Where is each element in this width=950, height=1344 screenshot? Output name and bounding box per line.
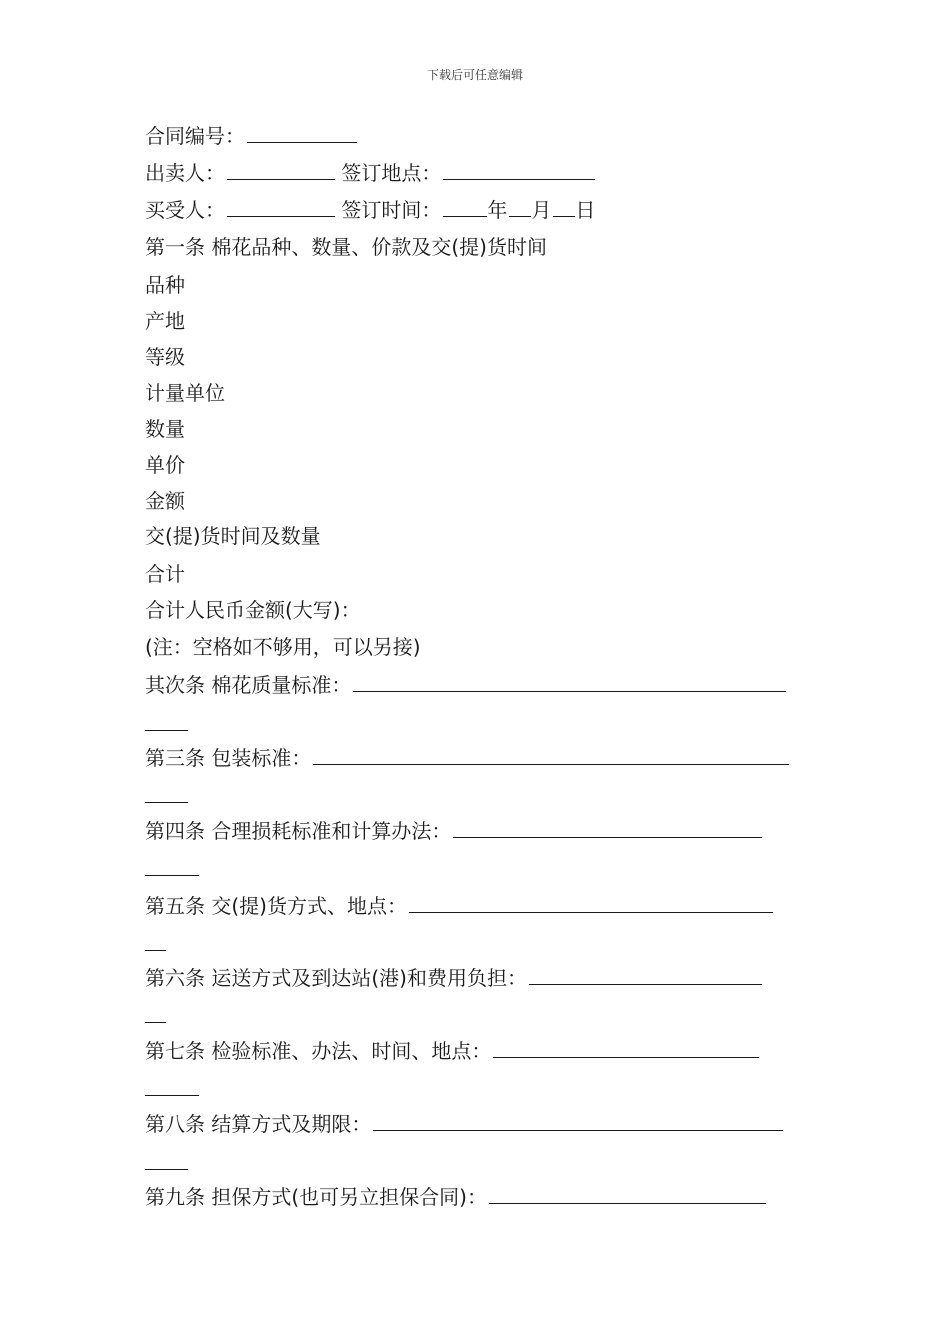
article-1: 第一条 棉花品种、数量、价款及交(提)货时间 [145, 235, 547, 259]
item-grade: 等级 [145, 345, 185, 369]
contract-number-blank [247, 123, 357, 143]
item-amount: 金额 [145, 489, 185, 513]
seller-blank [227, 160, 335, 180]
item-total: 合计 [145, 562, 185, 586]
article-4-continuation [145, 856, 199, 882]
article-2 [145, 672, 786, 698]
article-6-continuation [145, 1003, 166, 1029]
article-8-blank-cont [145, 1150, 188, 1170]
article-9-blank [489, 1184, 766, 1204]
article-3-blank [313, 745, 789, 765]
item-quantity: 数量 [145, 417, 185, 441]
article-5-blank-cont [145, 931, 166, 951]
month-label: 月 [531, 198, 552, 222]
contract-number-label: 合同编号： [145, 124, 245, 148]
article-5 [145, 893, 773, 919]
year-label: 年 [487, 198, 508, 222]
item-variety: 品种 [145, 273, 185, 297]
article-5-label: 第五条 交(提)货方式、地点： [145, 894, 407, 918]
page-header: 下载后可任意编辑 [426, 68, 523, 82]
month-blank [509, 197, 531, 217]
article-3 [145, 745, 789, 771]
article-3-label: 第三条 包装标准： [145, 746, 312, 770]
seller-label: 出卖人： [145, 161, 225, 185]
article-7-label: 第七条 检验标准、办法、时间、地点： [145, 1039, 492, 1063]
article-4 [145, 818, 762, 844]
item-unit-price: 单价 [145, 453, 185, 477]
article-2-label: 其次条 棉花质量标准： [145, 673, 352, 697]
article-8 [145, 1111, 783, 1137]
buyer-line [145, 197, 595, 223]
article-3-blank-cont [145, 783, 188, 803]
sign-place-blank [443, 160, 595, 180]
buyer-label: 买受人： [145, 198, 225, 222]
article-6-label: 第六条 运送方式及到达站(港)和费用负担： [145, 966, 527, 990]
article-4-label: 第四条 合理损耗标准和计算办法： [145, 819, 452, 843]
article-5-continuation [145, 931, 166, 957]
article-8-continuation [145, 1150, 188, 1176]
buyer-blank [227, 197, 335, 217]
article-4-blank-cont [145, 856, 199, 876]
item-delivery-time: 交(提)货时间及数量 [145, 524, 321, 548]
sign-place-label: 签订地点： [341, 161, 442, 185]
item-origin: 产地 [145, 309, 185, 333]
sign-time-label: 签订时间： [341, 198, 442, 222]
article-6 [145, 965, 762, 991]
article-6-blank-cont [145, 1003, 166, 1023]
article-5-blank [409, 893, 773, 913]
article-9-label: 第九条 担保方式(也可另立担保合同)： [145, 1185, 487, 1209]
note: (注：空格如不够用，可以另接) [145, 635, 421, 659]
article-2-blank [353, 672, 786, 692]
item-unit: 计量单位 [145, 381, 225, 405]
total-rmb-label: 合计人民币金额(大写)： [145, 598, 361, 622]
day-label: 日 [575, 198, 596, 222]
day-blank [553, 197, 575, 217]
article-7-blank [493, 1038, 759, 1058]
seller-line [145, 160, 595, 186]
article-2-blank-cont [145, 711, 188, 731]
article-7-continuation [145, 1076, 199, 1102]
year-blank [443, 197, 487, 217]
article-4-blank [453, 818, 762, 838]
article-7-blank-cont [145, 1076, 199, 1096]
article-9 [145, 1184, 766, 1210]
article-2-continuation [145, 711, 188, 737]
article-6-blank [529, 965, 762, 985]
article-8-label: 第八条 结算方式及期限： [145, 1112, 372, 1136]
article-7 [145, 1038, 759, 1064]
contract-number-line [145, 123, 357, 149]
article-3-continuation [145, 783, 188, 809]
article-8-blank [373, 1111, 783, 1131]
